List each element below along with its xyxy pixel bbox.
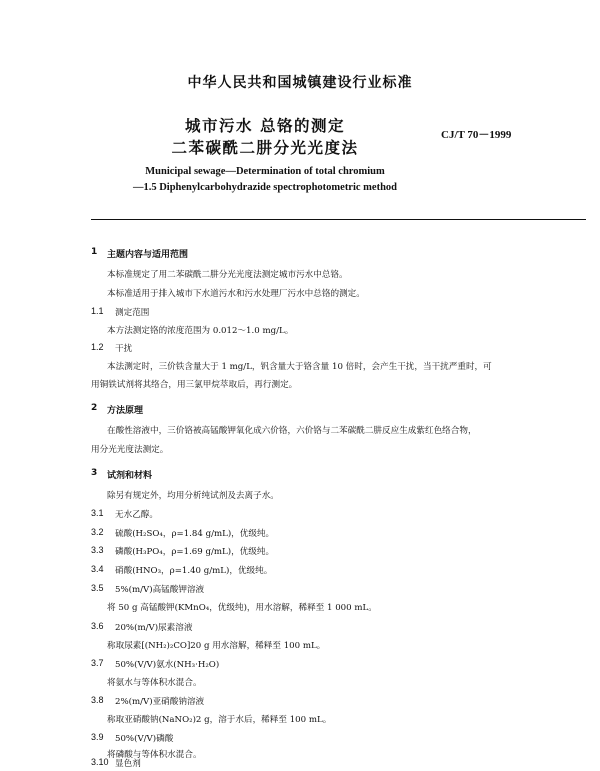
paragraph-1-2a: 本法测定时，三价铁含量大于 1 mg/L，钒含量大于铬含量 10 倍时，会产生干扰，当干扰严重时，可 (107, 362, 492, 372)
item-3-8-number: 3.8 (91, 695, 104, 705)
item-3-9-number: 3.9 (91, 732, 104, 742)
paragraph-1-2b: 用铜铁试剂将其络合，用三氯甲烷萃取后，再行测定。 (91, 380, 298, 390)
item-3-7-text: 50%(V/V)氨水(NH₃·H₂O) (115, 660, 220, 670)
item-3-6-detail: 称取尿素[(NH₂)₂CO]20 g 用水溶解，稀释至 100 mL。 (107, 641, 326, 651)
clause-1-2-heading: 干扰 (115, 344, 133, 354)
clause-1-2-number: 1.2 (91, 342, 104, 352)
item-3-8-detail: 称取亚硝酸钠(NaNO₂)2 g，溶于水后，稀释至 100 mL。 (107, 715, 332, 725)
item-3-7-detail: 将氨水与等体积水混合。 (107, 678, 202, 688)
english-title-line-1: Municipal sewage—Determination of total chromium (145, 166, 385, 177)
paragraph-2b: 用分光光度法测定。 (91, 445, 169, 455)
item-3-6-number: 3.6 (91, 621, 104, 631)
standard-category-header: 中华人民共和国城镇建设行业标准 (187, 75, 413, 91)
item-3-2-text: 硫酸(H₂SO₄，ρ=1.84 g/mL)，优级纯。 (115, 529, 275, 539)
item-3-5-detail: 将 50 g 高锰酸钾(KMnO₄，优级纯)，用水溶解，稀释至 1 000 mL。 (107, 603, 377, 613)
item-3-10-text: 显色剂 (115, 759, 141, 769)
item-3-9-text: 50%(V/V)磷酸 (115, 734, 174, 744)
item-3-4-number: 3.4 (91, 564, 104, 574)
item-3-1-text: 无水乙醇。 (115, 510, 158, 520)
item-3-5-number: 3.5 (91, 583, 104, 593)
item-3-10-number: 3.10 (91, 757, 109, 767)
item-3-3-number: 3.3 (91, 545, 104, 555)
section-1-number: 1 (91, 247, 98, 257)
item-3-8-text: 2%(m/V)亚硝酸钠溶液 (115, 697, 205, 707)
section-3-number: 3 (91, 468, 98, 478)
document-title-line-2: 二苯碳酰二肼分光光度法 (171, 139, 359, 157)
paragraph-2a: 在酸性溶液中，三价铬被高锰酸钾氧化成六价铬，六价铬与二苯碳酰二肼反应生成紫红色络合物， (107, 426, 477, 436)
paragraph-1b: 本标准适用于排入城市下水道污水和污水处理厂污水中总铬的测定。 (107, 289, 365, 299)
standard-code: CJ/T 70－1999 (441, 129, 512, 141)
section-1-heading: 主题内容与适用范围 (107, 250, 189, 260)
clause-1-1-number: 1.1 (91, 306, 104, 316)
paragraph-1-1: 本方法测定铬的浓度范围为 0.012～1.0 mg/L。 (107, 326, 294, 336)
paragraph-1a: 本标准规定了用二苯碳酰二肼分光光度法测定城市污水中总铬。 (107, 270, 348, 280)
item-3-5-text: 5%(m/V)高锰酸钾溶液 (115, 585, 205, 595)
item-3-9-detail: 将磷酸与等体积水混合。 (107, 750, 202, 760)
section-2-heading: 方法原理 (107, 406, 144, 416)
item-3-2-number: 3.2 (91, 527, 104, 537)
english-title-line-2: —1.5 Diphenylcarbohydrazide spectrophotometric method (132, 182, 398, 193)
section-2-number: 2 (91, 403, 98, 413)
item-3-6-text: 20%(m/V)尿素溶液 (115, 623, 193, 633)
item-3-3-text: 磷酸(H₃PO₄，ρ=1.69 g/mL)，优级纯。 (115, 547, 275, 557)
item-3-1-number: 3.1 (91, 508, 104, 518)
section-3-heading: 试剂和材料 (107, 471, 153, 481)
document-title-line-1: 城市污水 总铬的测定 (185, 117, 345, 135)
header-divider (91, 219, 586, 220)
item-3-4-text: 硝酸(HNO₃，ρ=1.40 g/mL)，优级纯。 (115, 566, 273, 576)
item-3-7-number: 3.7 (91, 658, 104, 668)
clause-1-1-heading: 测定范围 (115, 308, 150, 318)
paragraph-3: 除另有规定外，均用分析纯试剂及去离子水。 (107, 491, 279, 501)
